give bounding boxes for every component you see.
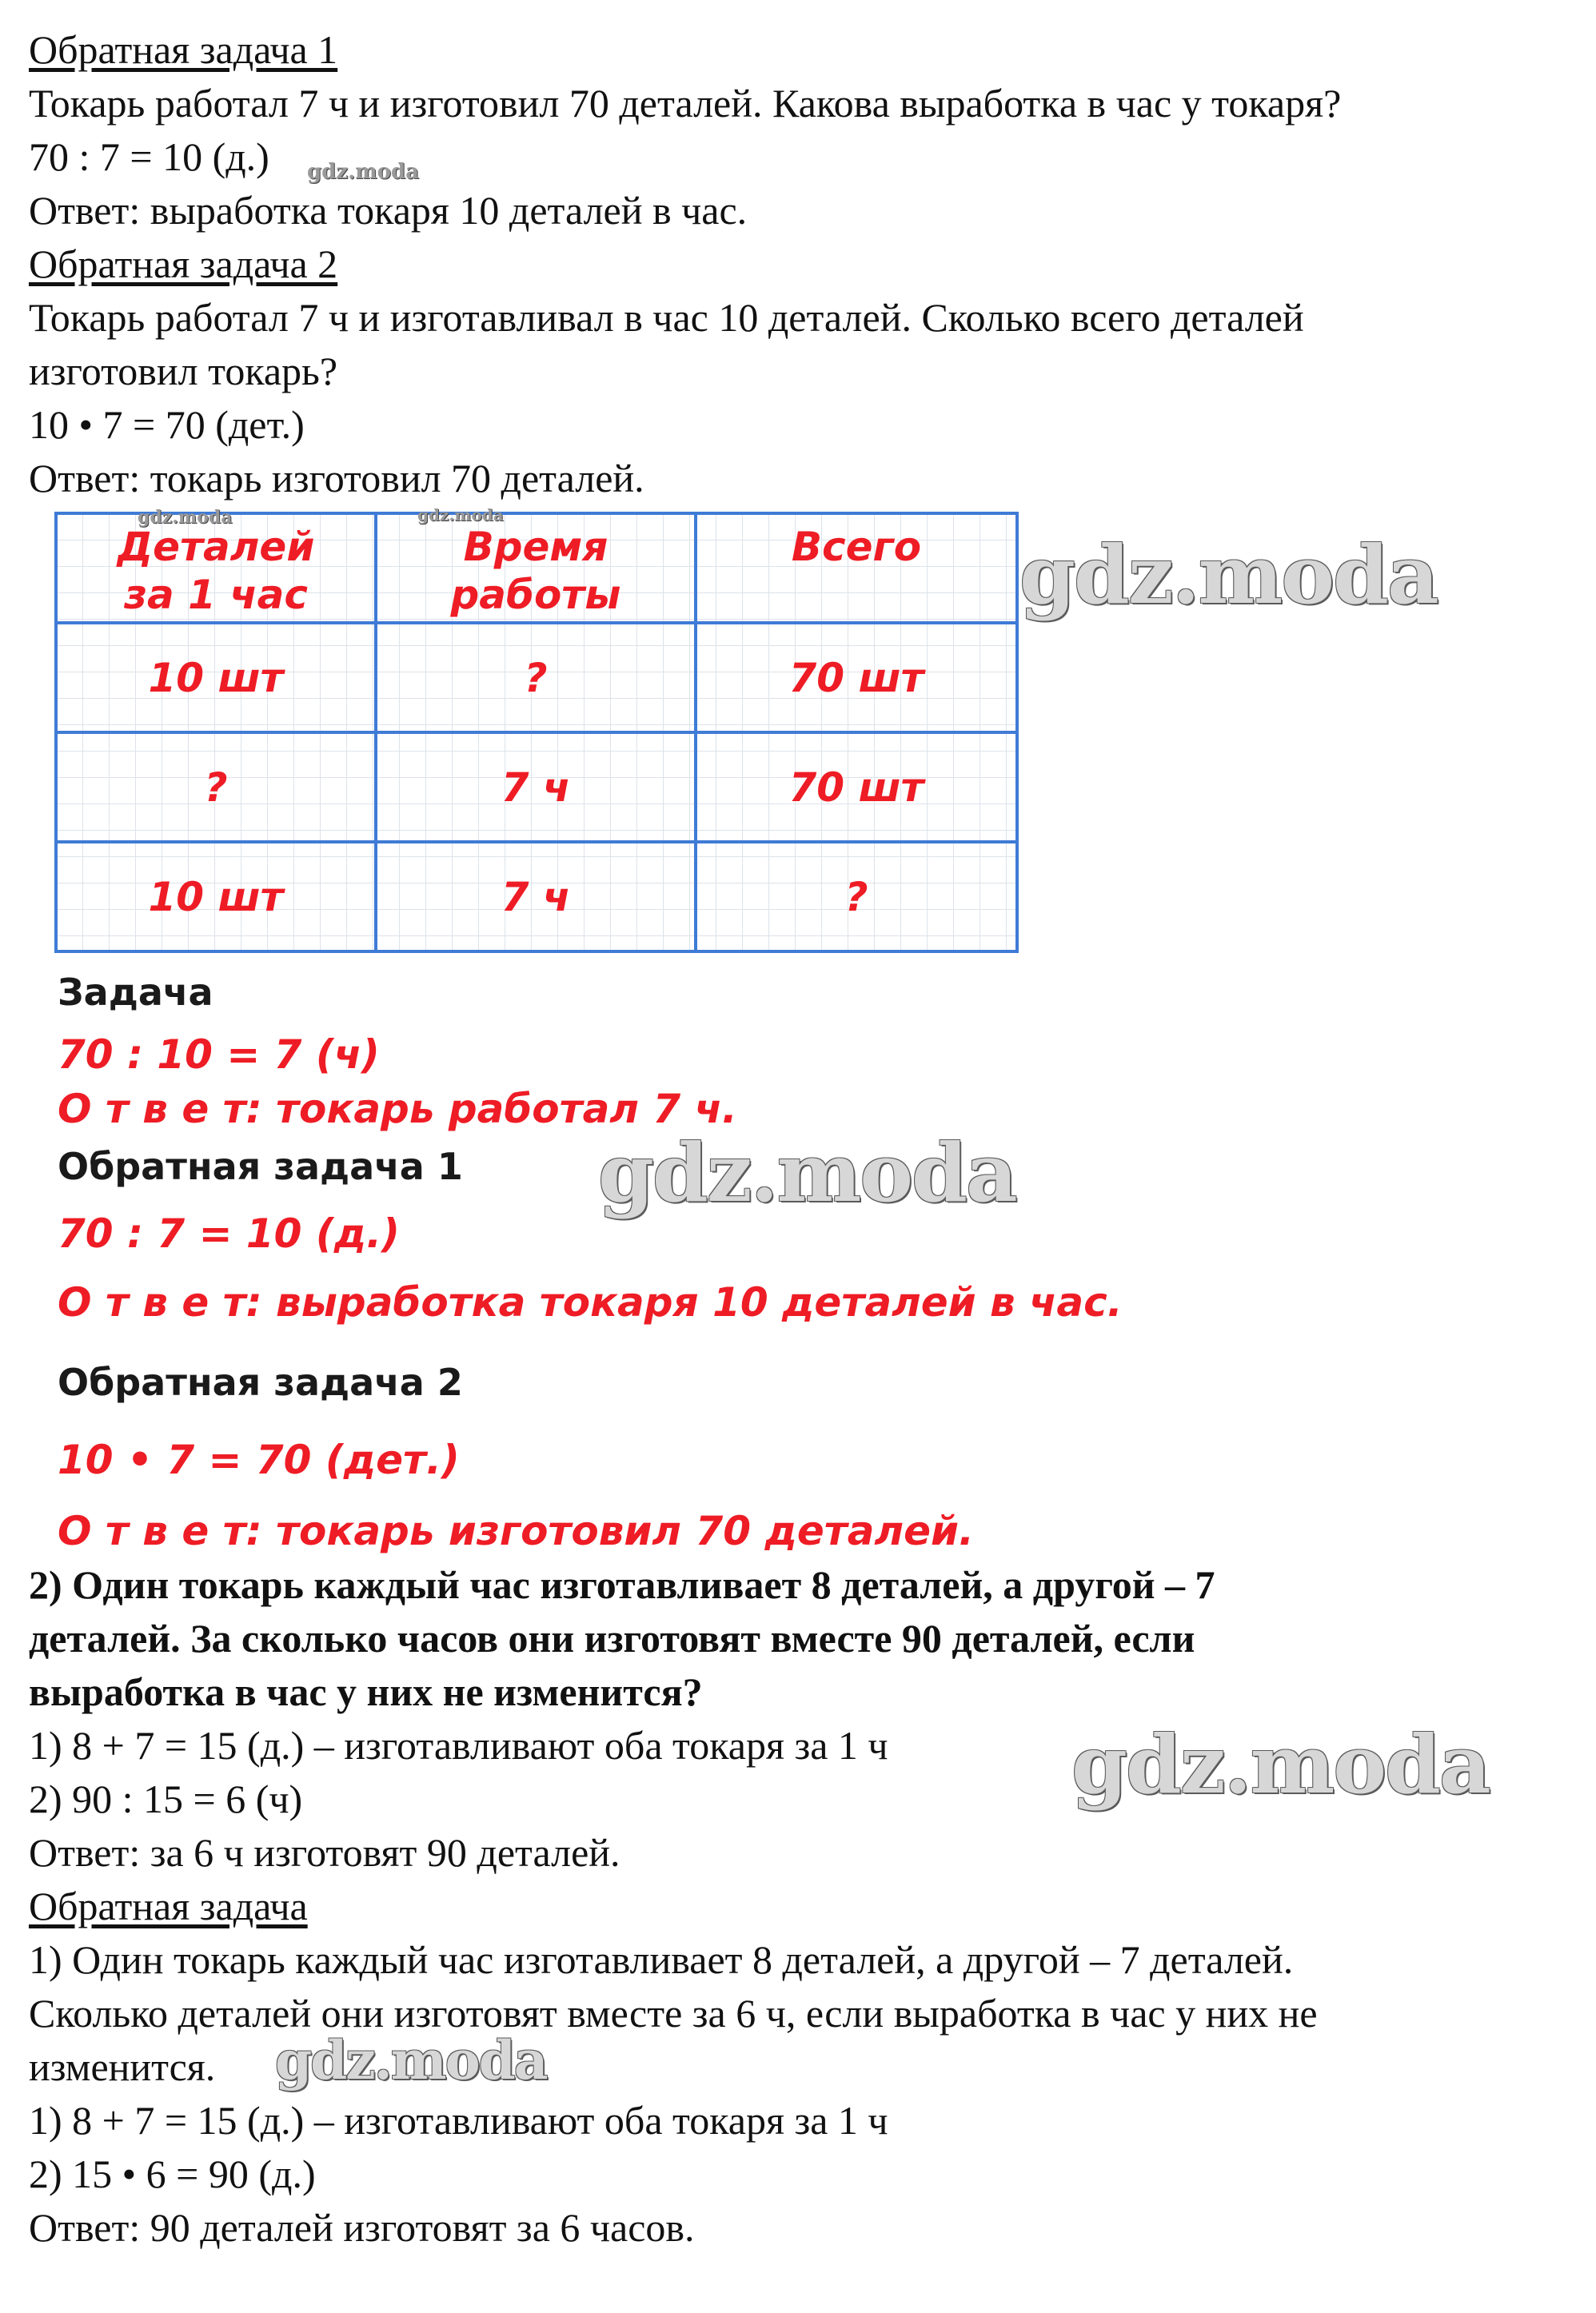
- heading-inverse-task: Обратная задача: [29, 1884, 308, 1928]
- table-cell: 7 ч: [376, 732, 696, 842]
- task-text-line: Токарь работал 7 ч и изготавливал в час 10 деталей. Сколько всего деталей: [29, 295, 1304, 340]
- table-header-cell: Деталей за 1 час: [56, 513, 376, 623]
- solution-line: 1) 8 + 7 = 15 (д.) – изготавливают оба токаря за 1 ч: [29, 1723, 888, 1768]
- handwritten-answer: О т в е т: токарь изготовил 70 деталей.: [58, 1508, 975, 1554]
- task-text-line: изготовил токарь?: [29, 349, 338, 393]
- table-header-cell: Всего: [696, 513, 1017, 623]
- table-cell: 70 шт: [696, 623, 1017, 732]
- table-cell: ?: [696, 842, 1017, 951]
- handwritten-equation: 10 • 7 = 70 (дет.): [58, 1437, 460, 1483]
- task-text-line: Сколько деталей они изготовят вместе за 6 ч, если выработка в час у них не: [29, 1991, 1318, 2036]
- table-cell: 10 шт: [56, 842, 376, 951]
- table-cell: 7 ч: [376, 842, 696, 951]
- task-text-line: 1) Один токарь каждый час изготавливает 8 деталей, а другой – 7 деталей.: [29, 1937, 1294, 1982]
- handwritten-equation: 70 : 10 = 7 (ч): [58, 1031, 380, 1078]
- watermark: gdz.moda: [275, 2029, 547, 2092]
- table-cell: ?: [56, 732, 376, 842]
- heading-inverse-task-1: Обратная задача 1: [29, 27, 338, 72]
- watermark: gdz.moda: [598, 1126, 1016, 1220]
- answer-line: Ответ: 90 деталей изготовят за 6 часов.: [29, 2205, 695, 2250]
- watermark: gdz.moda: [1019, 528, 1438, 622]
- table-header-row: [56, 513, 1017, 623]
- watermark: gdz.moda: [138, 507, 233, 528]
- heading-inverse-task-2: Обратная задача 2: [29, 241, 338, 286]
- solution-line: 1) 8 + 7 = 15 (д.) – изготавливают оба токаря за 1 ч: [29, 2098, 888, 2143]
- task-text-line: Токарь работал 7 ч и изготовил 70 деталей. Какова выработка в час у токаря?: [29, 81, 1342, 126]
- handwritten-answer: О т в е т: выработка токаря 10 деталей в час.: [58, 1279, 1123, 1326]
- table-cell: 10 шт: [56, 623, 376, 732]
- handwritten-equation: 70 : 7 = 10 (д.): [58, 1210, 400, 1257]
- watermark: gdz.moda: [307, 160, 420, 184]
- handwritten-inverse-1-title: Обратная задача 1: [58, 1145, 463, 1188]
- table-cell: ?: [376, 623, 696, 732]
- problem-2-line: выработка в час у них не изменится?: [29, 1669, 703, 1714]
- data-table: [54, 512, 1019, 953]
- handwritten-inverse-2-title: Обратная задача 2: [58, 1361, 463, 1404]
- watermark: gdz.moda: [417, 505, 504, 524]
- solution-line: 70 : 7 = 10 (д.): [29, 134, 269, 179]
- table-header-cell: Время работы: [376, 513, 696, 623]
- table-row: [56, 842, 1017, 951]
- problem-2-line: 2) Один токарь каждый час изготавливает 8 деталей, а другой – 7: [29, 1562, 1215, 1607]
- table-cell: 70 шт: [696, 732, 1017, 842]
- handwritten-answer: О т в е т: токарь работал 7 ч.: [58, 1086, 737, 1132]
- answer-line: Ответ: токарь изготовил 70 деталей.: [29, 456, 644, 500]
- table-row: [56, 732, 1017, 842]
- answer-line: Ответ: за 6 ч изготовят 90 деталей.: [29, 1830, 620, 1875]
- answer-line: Ответ: выработка токаря 10 деталей в час.: [29, 188, 748, 233]
- table-row: [56, 623, 1017, 732]
- task-text-line: изменится.: [29, 2044, 216, 2089]
- solution-line: 2) 15 • 6 = 90 (д.): [29, 2151, 316, 2196]
- watermark: gdz.moda: [1071, 1717, 1490, 1812]
- problem-2-line: деталей. За сколько часов они изготовят вместе 90 деталей, если: [29, 1616, 1195, 1661]
- solution-line: 2) 90 : 15 = 6 (ч): [29, 1777, 303, 1821]
- solution-line: 10 • 7 = 70 (дет.): [29, 402, 305, 447]
- handwritten-task-title: Задача: [58, 971, 213, 1014]
